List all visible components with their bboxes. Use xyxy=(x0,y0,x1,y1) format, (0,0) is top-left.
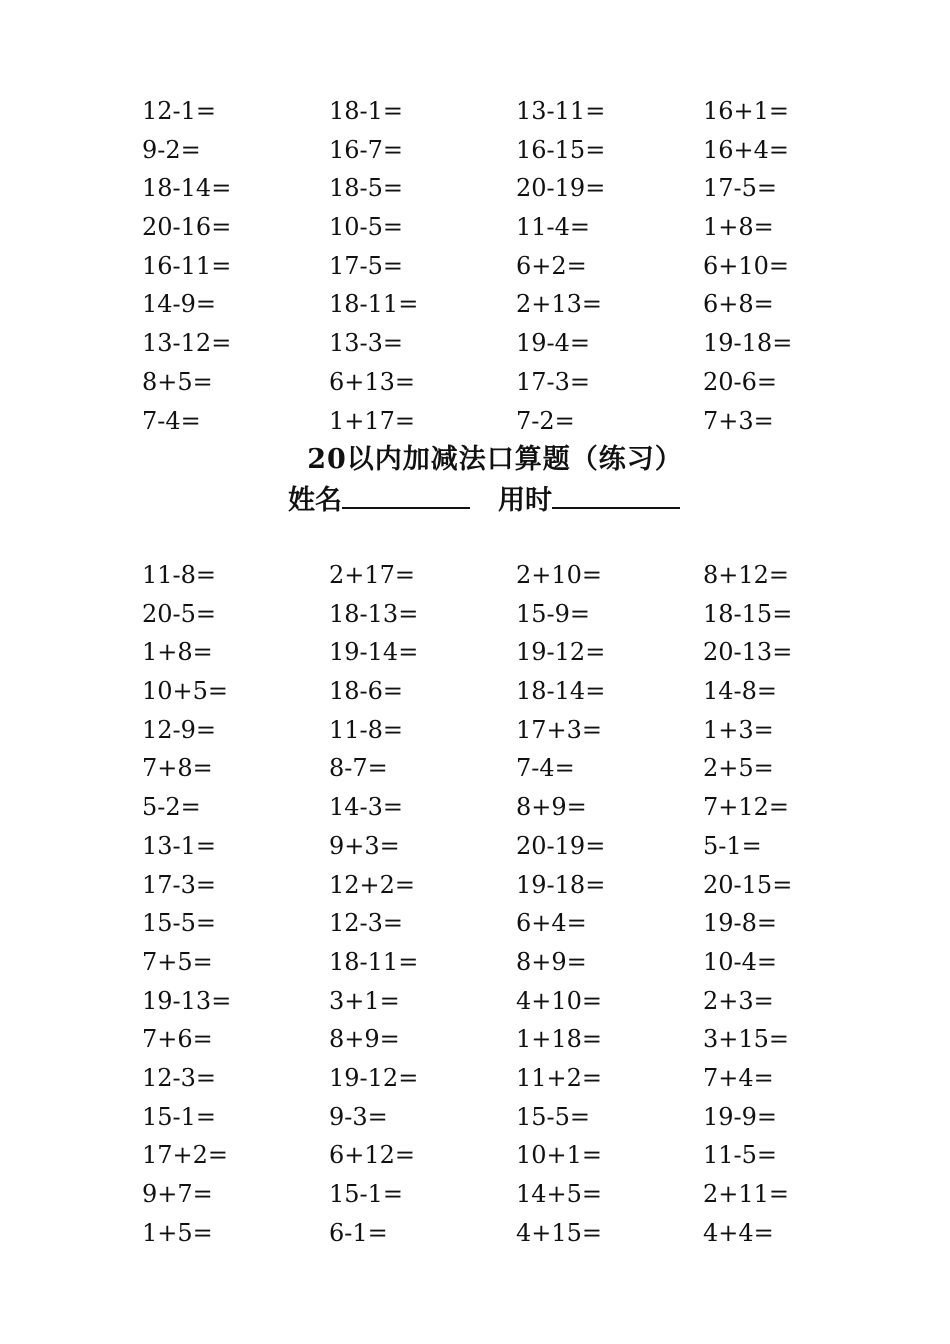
math-problem: 16+4= xyxy=(703,135,790,164)
math-problem: 6+8= xyxy=(703,290,774,319)
math-problem: 8-7= xyxy=(329,754,388,783)
math-problem: 17-5= xyxy=(329,251,404,280)
math-problem: 15-5= xyxy=(516,1102,591,1131)
math-problem: 4+10= xyxy=(516,986,603,1015)
math-problem: 3+15= xyxy=(703,1025,790,1054)
math-problem: 17-3= xyxy=(516,367,591,396)
math-problem: 7+6= xyxy=(142,1025,213,1054)
math-problem: 17+2= xyxy=(142,1141,229,1170)
math-problem: 1+8= xyxy=(703,213,774,242)
math-problem: 16-15= xyxy=(516,135,606,164)
math-problem: 14-8= xyxy=(703,677,778,706)
math-problem: 7+12= xyxy=(703,793,790,822)
math-problem: 7-4= xyxy=(516,754,575,783)
math-problem: 14+5= xyxy=(516,1180,603,1208)
math-problem: 20-13= xyxy=(703,638,793,667)
math-problem: 2+17= xyxy=(329,561,416,589)
math-problem: 13-11= xyxy=(516,97,606,125)
time-blank[interactable] xyxy=(552,479,680,509)
math-problem: 19-4= xyxy=(516,329,591,358)
math-problem: 2+10= xyxy=(516,561,603,589)
math-problem: 13-12= xyxy=(142,329,232,358)
math-problem: 2+3= xyxy=(703,986,774,1015)
math-problem: 18-14= xyxy=(516,677,606,706)
math-problem: 1+8= xyxy=(142,638,213,667)
math-problem: 11-4= xyxy=(516,213,591,242)
math-problem: 1+17= xyxy=(329,406,416,435)
math-problem: 16-11= xyxy=(142,251,232,280)
math-problem: 16+1= xyxy=(703,97,790,125)
math-problem: 7+5= xyxy=(142,947,213,976)
math-problem: 12-1= xyxy=(142,97,217,125)
worksheet-title: 20以内加减法口算题（练习） xyxy=(307,444,683,475)
math-problem: 3+1= xyxy=(329,986,400,1015)
math-problem: 19-12= xyxy=(329,1063,419,1092)
math-problem: 7-4= xyxy=(142,406,201,435)
math-problem: 6+13= xyxy=(329,367,416,396)
math-problem: 15-1= xyxy=(329,1180,404,1208)
math-problem: 14-3= xyxy=(329,793,404,822)
math-problem: 18-5= xyxy=(329,174,404,203)
math-problem: 14-9= xyxy=(142,290,217,319)
math-problem: 8+9= xyxy=(329,1025,400,1054)
math-problem: 17+3= xyxy=(516,715,603,744)
time-label: 用时 xyxy=(498,485,552,516)
math-problem: 20-15= xyxy=(703,870,793,899)
math-problem: 18-11= xyxy=(329,947,419,976)
math-problem: 5-1= xyxy=(703,831,762,860)
name-blank[interactable] xyxy=(342,479,470,509)
math-problem: 17-3= xyxy=(142,870,217,899)
math-problem: 12-9= xyxy=(142,715,217,744)
math-problem: 18-1= xyxy=(329,97,404,125)
math-problem: 12-3= xyxy=(329,909,404,938)
math-problem: 19-9= xyxy=(703,1102,778,1131)
math-problem: 5-2= xyxy=(142,793,201,822)
math-problem: 8+5= xyxy=(142,367,213,396)
math-problem: 8+9= xyxy=(516,947,587,976)
math-problem: 4+4= xyxy=(703,1218,774,1247)
math-problem: 18-14= xyxy=(142,174,232,203)
math-problem: 20-19= xyxy=(516,174,606,203)
bottom-problem-grid xyxy=(142,556,890,1252)
top-problem-grid xyxy=(142,92,890,440)
math-problem: 18-15= xyxy=(703,599,793,628)
math-problem: 7+8= xyxy=(142,754,213,783)
math-problem: 20-5= xyxy=(142,599,217,628)
math-problem: 18-11= xyxy=(329,290,419,319)
math-problem: 6+2= xyxy=(516,251,587,280)
math-problem: 12-3= xyxy=(142,1063,217,1092)
math-problem: 13-3= xyxy=(329,329,404,358)
math-problem: 15-5= xyxy=(142,909,217,938)
math-problem: 1+3= xyxy=(703,715,774,744)
math-problem: 8+12= xyxy=(703,561,790,589)
math-problem: 6-1= xyxy=(329,1218,388,1247)
math-problem: 9-3= xyxy=(329,1102,388,1131)
math-problem: 4+15= xyxy=(516,1218,603,1247)
math-problem: 7+4= xyxy=(703,1063,774,1092)
math-problem: 2+5= xyxy=(703,754,774,783)
math-problem: 11-5= xyxy=(703,1141,778,1170)
math-problem: 20-19= xyxy=(516,831,606,860)
math-problem: 7-2= xyxy=(516,406,575,435)
math-problem: 13-1= xyxy=(142,831,217,860)
math-problem: 7+3= xyxy=(703,406,774,435)
math-problem: 20-6= xyxy=(703,367,778,396)
math-problem: 18-6= xyxy=(329,677,404,706)
math-problem: 2+11= xyxy=(703,1180,790,1208)
math-problem: 20-16= xyxy=(142,213,232,242)
math-problem: 9+7= xyxy=(142,1180,213,1208)
math-problem: 19-8= xyxy=(703,909,778,938)
math-problem: 19-14= xyxy=(329,638,419,667)
math-problem: 11-8= xyxy=(142,561,217,589)
math-problem: 11-8= xyxy=(329,715,404,744)
math-problem: 19-13= xyxy=(142,986,232,1015)
worksheet-subtitle xyxy=(288,479,680,521)
math-problem: 15-1= xyxy=(142,1102,217,1131)
math-problem: 19-18= xyxy=(516,870,606,899)
math-problem: 11+2= xyxy=(516,1063,603,1092)
math-problem: 18-13= xyxy=(329,599,419,628)
math-problem: 10+1= xyxy=(516,1141,603,1170)
math-problem: 9-2= xyxy=(142,135,201,164)
math-problem: 10-4= xyxy=(703,947,778,976)
math-problem: 10-5= xyxy=(329,213,404,242)
math-problem: 1+5= xyxy=(142,1218,213,1247)
math-problem: 17-5= xyxy=(703,174,778,203)
name-label: 姓名 xyxy=(288,485,342,516)
math-problem: 19-18= xyxy=(703,329,793,358)
math-problem: 2+13= xyxy=(516,290,603,319)
math-problem: 15-9= xyxy=(516,599,591,628)
math-problem: 6+4= xyxy=(516,909,587,938)
math-problem: 16-7= xyxy=(329,135,404,164)
math-problem: 6+12= xyxy=(329,1141,416,1170)
math-problem: 8+9= xyxy=(516,793,587,822)
math-problem: 12+2= xyxy=(329,870,416,899)
math-problem: 9+3= xyxy=(329,831,400,860)
math-problem: 1+18= xyxy=(516,1025,603,1054)
math-problem: 10+5= xyxy=(142,677,229,706)
math-problem: 19-12= xyxy=(516,638,606,667)
math-problem: 6+10= xyxy=(703,251,790,280)
